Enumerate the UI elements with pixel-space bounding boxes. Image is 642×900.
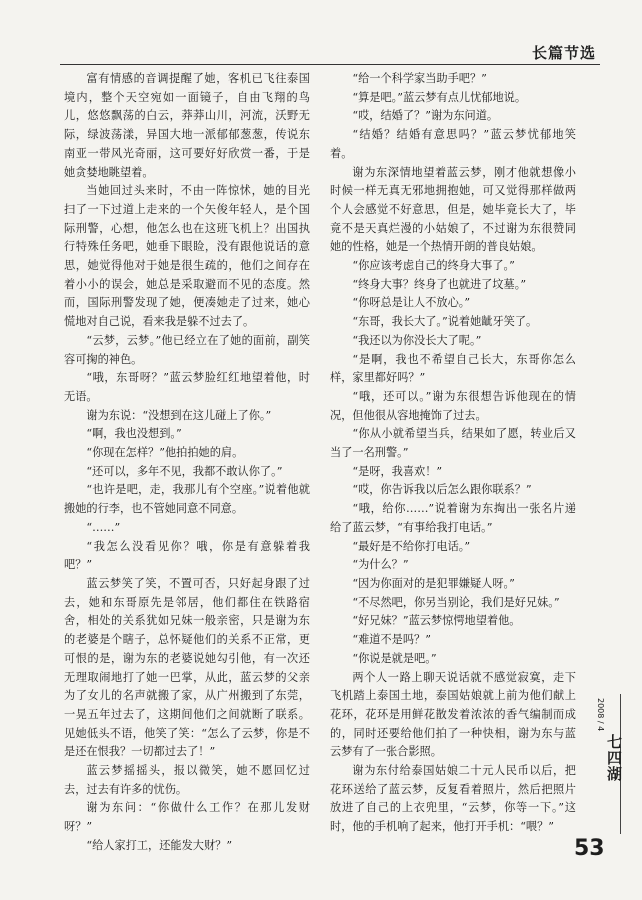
- paragraph: 蓝云梦摇摇头，报以微笑，她不愿回忆过去，过去有许多的忧伤。: [64, 764, 310, 796]
- paragraph: “哎，结婚了？”谢为东问道。: [352, 109, 499, 123]
- issue-label: 2008 / 4: [596, 698, 605, 732]
- paragraph: “终身大事？终身了也就进了坟墓。”: [352, 277, 527, 291]
- paragraph: “不尽然吧，你另当别论，我们是好兄妹。”: [352, 595, 560, 609]
- paragraph: “好兄妹？”蓝云梦惊愕地望着他。: [352, 614, 521, 628]
- paragraph: “哎，你告诉我以后怎么跟你联系？”: [352, 483, 532, 497]
- running-header: [0, 38, 642, 64]
- right-text-column: [330, 70, 576, 837]
- paragraph: 谢为东问：“你做什么工作？在那儿发财呀？”: [64, 801, 310, 834]
- paragraph: “难道不是吗？”: [352, 633, 431, 647]
- paragraph: “还可以，多年不见，我都不敢认你了。”: [86, 464, 283, 478]
- paragraph: “你从小就希望当兵，结果如了愿，转业后又当了一名刑警。”: [330, 427, 576, 460]
- left-text-column: [64, 70, 310, 856]
- paragraph: “你现在怎样？”他拍拍她的肩。: [86, 446, 244, 460]
- paragraph: 蓝云梦笑了笑，不置可否，只好起身跟了过去，她和东哥原先是邻居，他们都住在铁路宿舍，相处的关系犹如兄妹一般亲密，只是谢为东的老婆是个瞎子，总怀疑他们的关系不正常，更可恨的是，谢为东的老婆说她勾引他，有一次还无理取闹地打了她一巴掌，从此，蓝云梦的父亲为了女儿的名声就搬了家，从广州搬到了东莞，一晃五年过去了，这期间他们之间就断了联系。见她低头不语，他笑了笑：“怎么了云梦，你是不是还在恨我？一切都过去了！”: [64, 576, 310, 759]
- paragraph: “给人家打工，还能发大财？”: [86, 838, 233, 852]
- paragraph: 当她回过头来时，不由一阵惊怵，她的目光扫了一下过道上走来的一个矢俊年轻人，是个国际刑警，心想，他怎么也在这班飞机上？出国执行特殊任务吧，她垂下眼睑，没有跟他说话的意思，她觉得他对于她是很生疏的，他们之间存在着小小的误会，她总是采取避而不见的态度。然而，国际刑警发现了她，便凑她走了过来，她心慌地对自己说，看来我是躲不过去了。: [64, 184, 310, 329]
- paragraph: “你呀总是让人不放心。”: [352, 296, 471, 310]
- page-number: 53: [574, 836, 605, 861]
- section-title: 长篇节选: [531, 44, 596, 62]
- paragraph: “给一个科学家当助手吧？”: [352, 72, 487, 85]
- paragraph: “你应该考虑自己的终身大事了。”: [352, 259, 515, 273]
- paragraph: “算是吧。”蓝云梦有点儿忧郁地说。: [352, 90, 527, 104]
- paragraph: “……”: [86, 520, 121, 534]
- paragraph: “是呀，我喜欢！”: [352, 464, 443, 478]
- paragraph: 两个人一路上聊天说话就不感觉寂寞，走下飞机踏上泰国土地，泰国姑娘就上前为他们献上花环，花环是用鲜花散发着浓浓的香气编制而成的，同时还要给他们拍了一种快相，谢为东与蓝云梦有了一张合影照。: [330, 670, 576, 759]
- header-rule: [60, 64, 600, 65]
- paragraph: “东哥，我长大了。”说着她龇牙笑了。: [352, 315, 538, 329]
- paragraph: “也许是吧，走，我那儿有个空座。”说着他就搬她的行李，也不管她同意不同意。: [64, 483, 310, 516]
- paragraph: 富有情感的音调提醒了她，客机已飞往泰国境内，整个天空宛如一面镜子，自由飞翔的鸟儿，悠悠飘荡的白云，莽莽山川，河流，沃野无际，绿波荡漾，异国大地一派郁郁葱葱，传说东南亚一带风光奇丽，这可要好好欣赏一番，于是她贪婪地眺望着。: [64, 72, 310, 179]
- paragraph: “云梦，云梦。”他已经立在了她的面前，副笑容可掬的神色。: [64, 333, 310, 366]
- paragraph: “为什么？”: [352, 558, 409, 572]
- magazine-name: 七四湖: [605, 734, 623, 782]
- paragraph: “是啊，我也不希望自己长大，东哥你怎么样，家里都好吗？”: [330, 352, 576, 385]
- paragraph: 谢为东付给泰国姑娘二十元人民币以后，把花环送给了蓝云梦，反复看着照片，然后把照片放进了自己的上衣兜里，“云梦，你等一下。”这时，他的手机响了起来，他打开手机：“喂？”: [330, 764, 576, 834]
- paragraph: “最好是不给你打电话。”: [352, 539, 471, 553]
- paragraph: 谢为东说：“没想到在这儿碰上了你。”: [86, 408, 272, 422]
- paragraph: “哦，东哥呀？”蓝云梦脸红红地望着他，时无语。: [64, 371, 310, 403]
- paragraph: 谢为东深情地望着蓝云梦，刚才他就想像小时候一样无真无邪地拥抱她，可又觉得那样做两个人会感觉不好意思，但是，她毕竟长大了，毕竟不是天真烂漫的小姑娘了，不过谢为东很赞同她的性格，她是一个热情开朗的普良姑娘。: [330, 165, 576, 254]
- paragraph: “我怎么没看见你？哦，你是有意躲着我吧？”: [64, 539, 310, 572]
- paragraph: “结婚？结婚有意思吗？”蓝云梦忧郁地笑着。: [330, 128, 576, 160]
- paragraph: “我还以为你没长大了呢。”: [352, 333, 482, 347]
- paragraph: “哦，还可以。”谢为东很想告诉他现在的情况，但他很从容地掩饰了过去。: [330, 389, 576, 422]
- paragraph: “你说是就是吧。”: [352, 651, 437, 665]
- paragraph: “因为你面对的是犯罪嫌疑人呀。”: [352, 576, 515, 590]
- paragraph: “哦，给你……”说着谢为东掏出一张名片递给了蓝云梦，“有事给我打电话。”: [330, 502, 576, 534]
- paragraph: “啊，我也没想到。”: [86, 427, 182, 441]
